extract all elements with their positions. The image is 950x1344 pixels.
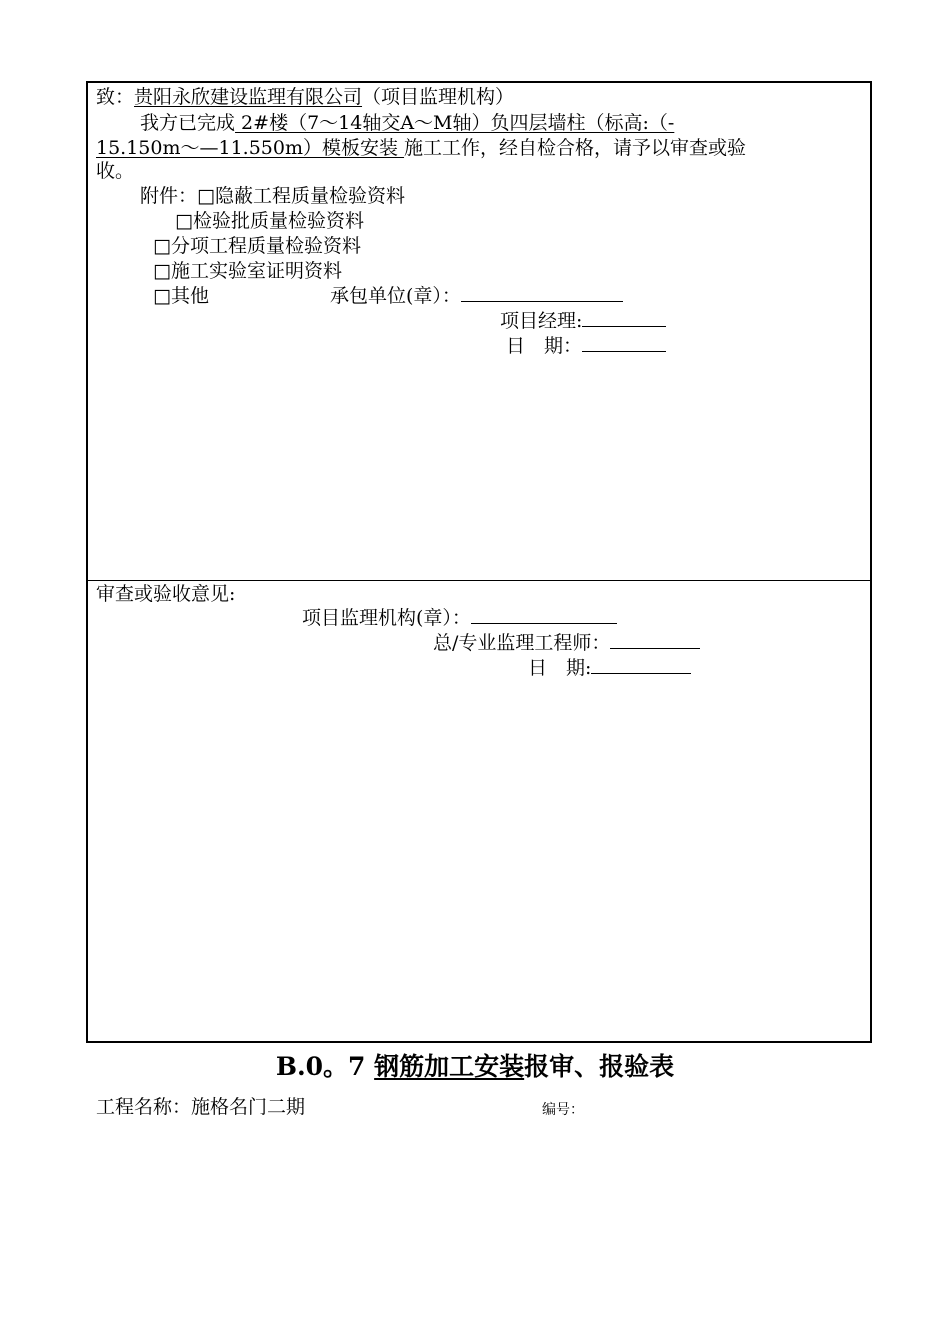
title-prefix: B.0。7 — [275, 1052, 375, 1081]
date-line-2 — [528, 656, 691, 680]
addressee-line — [96, 85, 514, 109]
opinion-label: 审查或验收意见: — [96, 583, 236, 605]
contractor-label: 承包单位(章）： — [330, 285, 461, 307]
agency-label: 项目监理机构(章）： — [302, 607, 471, 629]
attachment-line-1 — [140, 184, 405, 208]
form-title — [0, 1050, 950, 1084]
manager-signature-field[interactable] — [582, 310, 666, 327]
date-field[interactable] — [591, 657, 691, 674]
body-line-1 — [140, 111, 674, 135]
date-label: 日 期: — [528, 657, 592, 679]
attachment-checkbox-item[interactable]: □施工实验室证明资料 — [153, 260, 342, 282]
attachment-checkbox-item[interactable]: □隐蔽工程质量检验资料 — [197, 185, 405, 207]
body-line-2 — [96, 136, 746, 160]
number-label: 编号： — [542, 1102, 584, 1118]
work-description-part1: 2#楼（7～14轴交A～M轴）负四层墙柱（标高:（- — [235, 112, 675, 134]
body-end: 收。 — [96, 160, 135, 182]
agency-line — [302, 606, 617, 630]
attachment-checkbox-item[interactable]: □检验批质量检验资料 — [175, 210, 364, 232]
engineer-label: 总/专业监理工程师： — [433, 632, 611, 654]
title-underlined: 钢筋加工安装 — [374, 1052, 525, 1081]
project-name: 工程名称：施格名门二期 — [96, 1096, 306, 1118]
date-line-1 — [506, 334, 666, 358]
body-suffix: 施工工作，经自检合格，请予以审查或验 — [404, 137, 747, 159]
engineer-line — [433, 631, 700, 655]
title-suffix: 报审、报验表 — [524, 1052, 675, 1081]
manager-line — [500, 309, 666, 333]
to-suffix: （项目监理机构） — [362, 86, 515, 108]
date-label: 日 期： — [506, 335, 583, 357]
work-description-part2: 15.150m～—11.550m）模板安装 — [96, 137, 405, 159]
to-label: 致： — [96, 86, 135, 108]
attachment-checkbox-item[interactable]: □其他 — [153, 285, 209, 307]
date-field[interactable] — [582, 335, 666, 352]
manager-label: 项目经理: — [500, 310, 583, 332]
body-prefix: 我方已完成 — [140, 112, 236, 134]
agency-signature-field[interactable] — [471, 607, 617, 624]
section-divider — [88, 580, 870, 581]
engineer-signature-field[interactable] — [610, 632, 700, 649]
contractor-line — [330, 284, 623, 308]
attachment-checkbox-item[interactable]: □分项工程质量检验资料 — [153, 235, 361, 257]
attachments-label: 附件： — [140, 185, 198, 207]
to-company: 贵阳永欣建设监理有限公司 — [134, 86, 363, 108]
contractor-signature-field[interactable] — [461, 285, 623, 302]
